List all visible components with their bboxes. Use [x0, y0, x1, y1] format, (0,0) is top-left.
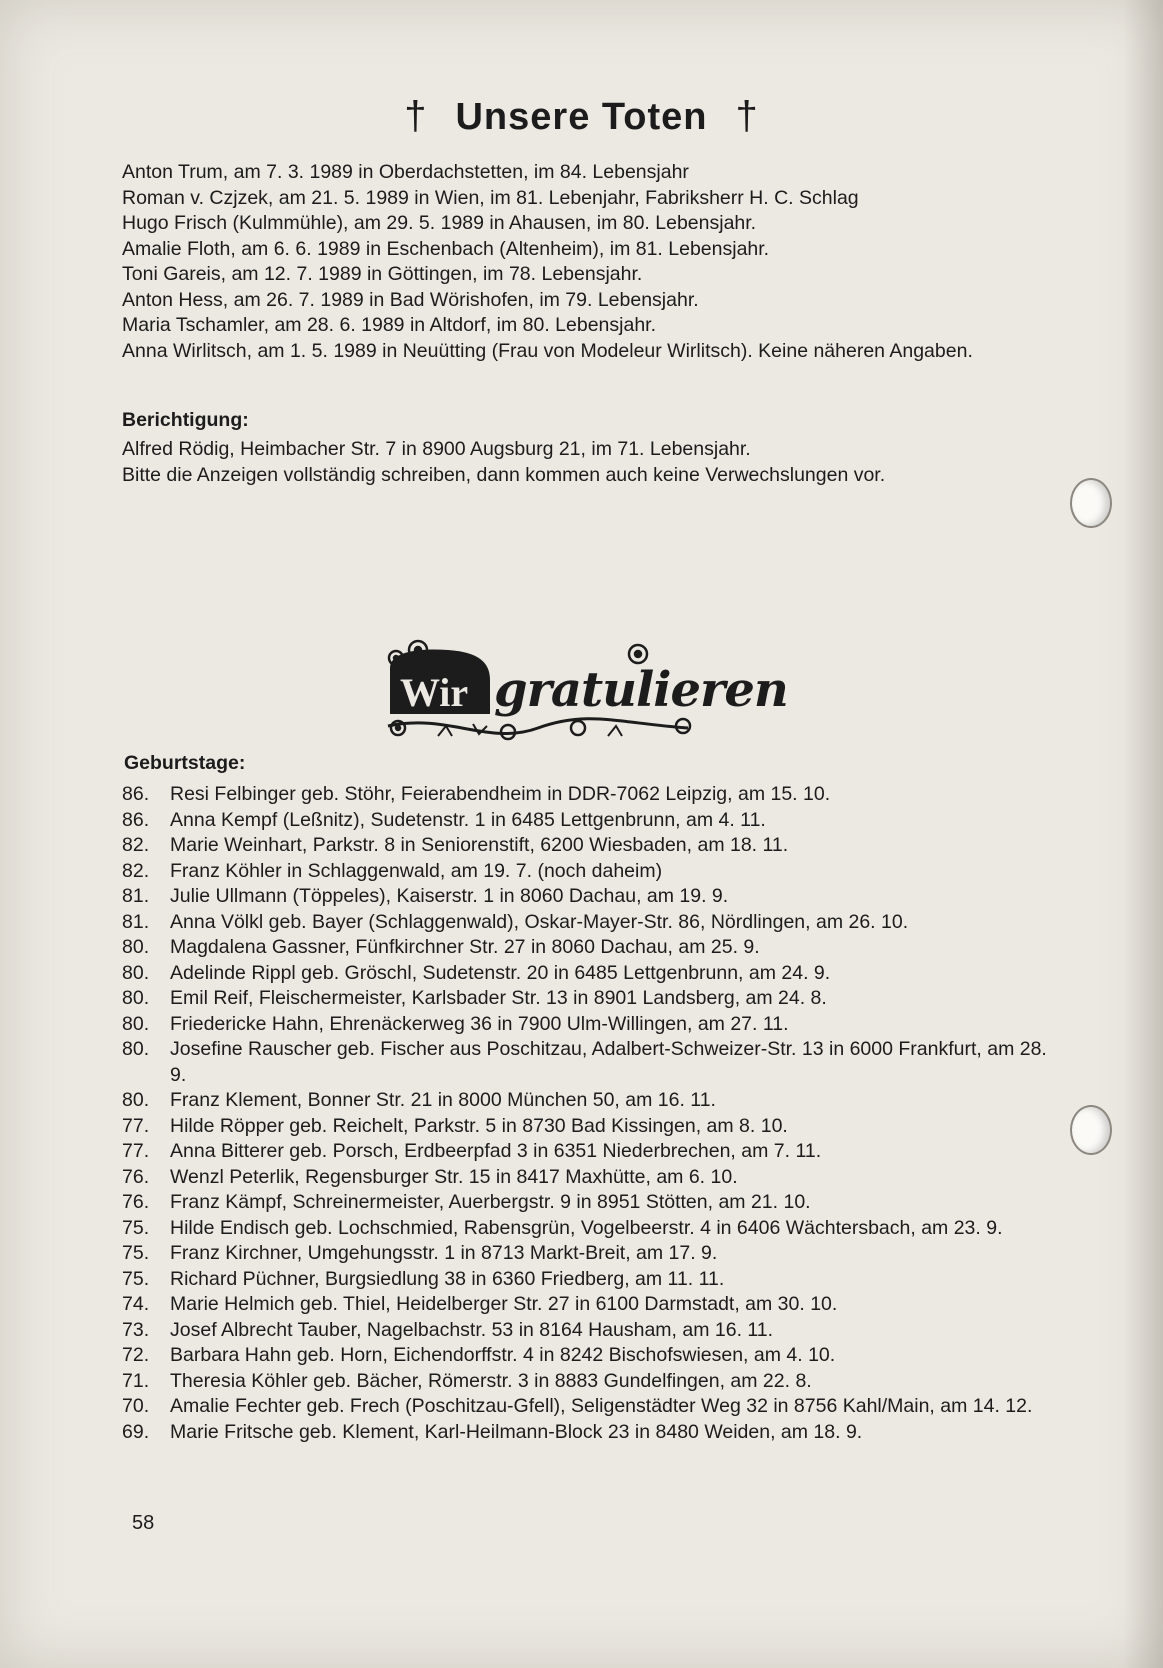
birthday-text: Friedericke Hahn, Ehrenäckerweg 36 in 7900 Ulm-Willingen, am 27. 11. [170, 1012, 789, 1035]
birthday-text: Hilde Röpper geb. Reichelt, Parkstr. 5 in 8730 Bad Kissingen, am 8. 10. [170, 1114, 788, 1137]
birthday-entry [122, 986, 1067, 1012]
birthday-age: 80. [122, 1012, 150, 1035]
birthday-text: Julie Ullmann (Töppeles), Kaiserstr. 1 in 8060 Dachau, am 19. 9. [170, 885, 729, 907]
birthday-entry [122, 1369, 1067, 1395]
birthday-entry [122, 935, 1067, 961]
birthday-text: Adelinde Rippl geb. Gröschl, Sudetenstr. 20 in 6485 Lettgenbrunn, am 24. 9. [170, 961, 831, 984]
birthday-text: Franz Klement, Bonner Str. 21 in 8000 München 50, am 16. 11. [170, 1089, 716, 1111]
birthday-entry [122, 1012, 1067, 1038]
birthday-text: Anna Kempf (Leßnitz), Sudetenstr. 1 in 6485 Lettgenbrunn, am 4. 11. [170, 808, 766, 831]
birthday-entry [122, 1343, 1067, 1369]
punch-hole [1070, 1105, 1112, 1155]
birthday-entry [122, 1088, 1067, 1114]
birthday-entry [122, 910, 1067, 936]
obituary-entry: Roman v. Czjzek, am 21. 5. 1989 in Wien, im 81. Lebenjahr, Fabriksherr H. C. Schlag [122, 186, 859, 209]
obituary-entry: Amalie Floth, am 6. 6. 1989 in Eschenbach (Altenheim), im 81. Lebensjahr. [122, 237, 770, 260]
page-title [0, 94, 1163, 139]
correction-line: Alfred Rödig, Heimbacher Str. 7 in 8900 Augsburg 21, im 71. Lebensjahr. [122, 438, 751, 460]
birthday-text: Barbara Hahn geb. Horn, Eichendorffstr. 4 in 8242 Bischofswiesen, am 4. 10. [170, 1344, 836, 1366]
birthday-text: Amalie Fechter geb. Frech (Poschitzau-Gfell), Seligenstädter Weg 32 in 8756 Kahl/Main, am 14. 12. [170, 1395, 1033, 1417]
cross-icon: † [735, 94, 759, 138]
birthday-entry [122, 1139, 1067, 1165]
birthday-entry [122, 1216, 1067, 1242]
birthday-age: 80. [122, 961, 150, 984]
wir-gratulieren-logo [378, 628, 798, 748]
obituary-entry: Anna Wirlitsch, am 1. 5. 1989 in Neuütting (Frau von Modeleur Wirlitsch). Keine näheren Angaben. [122, 339, 973, 362]
birthday-entry [122, 1165, 1067, 1191]
birthday-entry [122, 961, 1067, 987]
birthday-text: Marie Weinhart, Parkstr. 8 in Seniorenstift, 6200 Wiesbaden, am 18. 11. [170, 834, 789, 856]
cross-icon: † [404, 94, 428, 138]
correction-heading: Berichtigung: [122, 409, 249, 431]
birthday-text: Anna Völkl geb. Bayer (Schlaggenwald), Oskar-Mayer-Str. 86, Nördlingen, am 26. 10. [170, 910, 909, 933]
birthday-entry [122, 884, 1067, 910]
birthday-text: Franz Köhler in Schlaggenwald, am 19. 7. (noch daheim) [170, 859, 663, 882]
birthday-age: 76. [122, 1191, 150, 1213]
punch-hole [1070, 478, 1112, 528]
birthday-age: 71. [122, 1369, 150, 1392]
birthday-text: Resi Felbinger geb. Stöhr, Feierabendheim in DDR-7062 Leipzig, am 15. 10. [170, 783, 831, 805]
correction-line: Bitte die Anzeigen vollständig schreiben, dann kommen auch keine Verwechslungen vor. [122, 463, 886, 486]
page-edge-shadow [1123, 0, 1163, 1668]
page-number: 58 [132, 1512, 155, 1534]
birthday-entry [122, 833, 1067, 859]
birthday-entry [122, 782, 1067, 808]
birthday-age: 80. [122, 1038, 150, 1060]
birthday-age: 80. [122, 987, 150, 1009]
birthday-age: 82. [122, 834, 150, 856]
birthday-entry [122, 1318, 1067, 1344]
birthday-text: Marie Helmich geb. Thiel, Heidelberger Str. 27 in 6100 Darmstadt, am 30. 10. [170, 1293, 838, 1315]
birthday-entry [122, 1037, 1067, 1088]
birthday-age: 81. [122, 910, 150, 933]
birthday-age: 75. [122, 1216, 150, 1239]
obituary-entry: Maria Tschamler, am 28. 6. 1989 in Altdorf, im 80. Lebensjahr. [122, 314, 657, 336]
birthday-age: 76. [122, 1165, 150, 1188]
birthday-text: Theresia Köhler geb. Bächer, Römerstr. 3 in 8883 Gundelfingen, am 22. 8. [170, 1369, 812, 1392]
svg-text:Wir: Wir [400, 670, 469, 715]
title-text: Unsere Toten [455, 96, 708, 138]
svg-text:gratulieren: gratulieren [494, 662, 788, 718]
birthday-text: Wenzl Peterlik, Regensburger Str. 15 in 8417 Maxhütte, am 6. 10. [170, 1165, 738, 1188]
birthday-entry [122, 1241, 1067, 1267]
birthday-age: 80. [122, 1089, 150, 1111]
birthday-text: Franz Kirchner, Umgehungsstr. 1 in 8713 Markt-Breit, am 17. 9. [170, 1242, 718, 1264]
obituary-entry: Anton Trum, am 7. 3. 1989 in Oberdachstetten, im 84. Lebensjahr [122, 161, 689, 183]
birthday-entry [122, 1292, 1067, 1318]
birthday-age: 82. [122, 859, 150, 882]
birthday-text: Magdalena Gassner, Fünfkirchner Str. 27 in 8060 Dachau, am 25. 9. [170, 936, 760, 958]
birthday-age: 75. [122, 1242, 150, 1264]
birthday-age: 70. [122, 1395, 150, 1417]
birthday-age: 74. [122, 1293, 150, 1315]
obituary-entry: Anton Hess, am 26. 7. 1989 in Bad Wörishofen, im 79. Lebensjahr. [122, 288, 699, 311]
birthday-age: 77. [122, 1114, 150, 1137]
birthday-age: 86. [122, 783, 150, 805]
obituary-entry: Hugo Frisch (Kulmmühle), am 29. 5. 1989 in Ahausen, im 80. Lebensjahr. [122, 212, 757, 234]
birthday-age: 69. [122, 1420, 150, 1443]
birthday-text: Richard Püchner, Burgsiedlung 38 in 6360 Friedberg, am 11. 11. [170, 1267, 725, 1290]
birthday-age: 73. [122, 1318, 150, 1341]
birthday-age: 81. [122, 885, 150, 907]
birthday-age: 77. [122, 1140, 150, 1162]
birthday-age: 80. [122, 936, 150, 958]
birthday-list [122, 782, 1067, 1445]
birthday-age: 72. [122, 1344, 150, 1366]
birthday-text: Anna Bitterer geb. Porsch, Erdbeerpfad 3 in 6351 Niederbrechen, am 7. 11. [170, 1140, 822, 1162]
birthday-text: Josef Albrecht Tauber, Nagelbachstr. 53 in 8164 Hausham, am 16. 11. [170, 1318, 774, 1341]
wir-badge [390, 650, 490, 715]
birthday-text: Josefine Rauscher geb. Fischer aus Poschitzau, Adalbert-Schweizer-Str. 13 in 6000 Frankfurt, am 28. 9. [170, 1038, 1047, 1086]
birthday-text: Emil Reif, Fleischermeister, Karlsbader Str. 13 in 8901 Landsberg, am 24. 8. [170, 987, 827, 1009]
birthday-age: 75. [122, 1267, 150, 1290]
birthday-age: 86. [122, 808, 150, 831]
birthday-entry [122, 1394, 1067, 1420]
birthday-entry [122, 1267, 1067, 1293]
obituary-list [122, 160, 1052, 364]
correction-text [122, 437, 1052, 488]
birthday-entry [122, 1114, 1067, 1140]
birthday-text: Hilde Endisch geb. Lochschmied, Rabensgrün, Vogelbeerstr. 4 in 6406 Wächtersbach, am 23. 9. [170, 1216, 1003, 1239]
birthday-text: Marie Fritsche geb. Klement, Karl-Heilmann-Block 23 in 8480 Weiden, am 18. 9. [170, 1420, 863, 1443]
birthdays-heading: Geburtstage: [124, 752, 246, 774]
birthday-entry [122, 808, 1067, 834]
birthday-text: Franz Kämpf, Schreinermeister, Auerbergstr. 9 in 8951 Stötten, am 21. 10. [170, 1191, 811, 1213]
birthday-entry [122, 1190, 1067, 1216]
birthday-entry [122, 859, 1067, 885]
obituary-entry: Toni Gareis, am 12. 7. 1989 in Göttingen, im 78. Lebensjahr. [122, 263, 643, 285]
birthday-entry [122, 1420, 1067, 1446]
